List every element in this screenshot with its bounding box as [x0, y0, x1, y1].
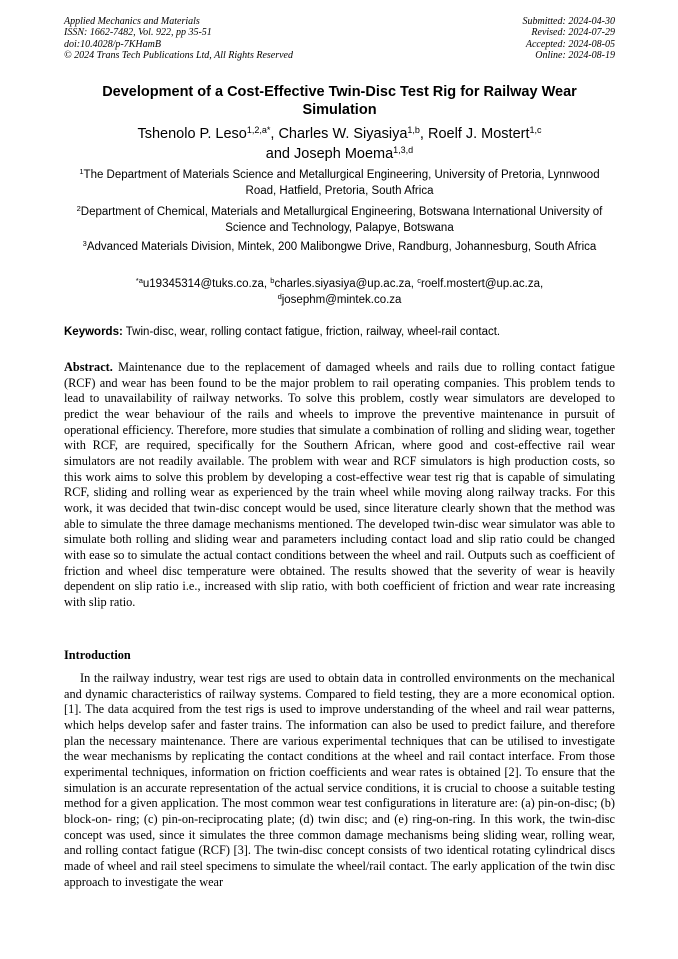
author-name: Joseph Moema — [294, 146, 394, 162]
keywords-label: Keywords: — [64, 326, 123, 338]
journal-copyright: © 2024 Trans Tech Publications Ltd, All Rights Reserved — [64, 49, 293, 61]
keywords-text: Twin-disc, wear, rolling contact fatigue, friction, railway, wheel-rail contact. — [125, 326, 501, 338]
author-name: Roelf J. Mostert — [427, 126, 530, 142]
email-marker: d — [277, 292, 282, 301]
email-link[interactable]: josephm@mintek.co.za — [281, 294, 402, 306]
email-marker: b — [270, 276, 275, 285]
email-marker: *a — [135, 276, 143, 285]
journal-name: Applied Mechanics and Materials — [64, 16, 200, 27]
author-emails: $^{*a}$u19345314@tuks.co.za, $^b$charles.siyasiya@up.ac.za, $^c$roelf.mostert@up.ac.za, $^d$josephm@mintek.co.za — [135, 276, 544, 306]
date-online: Online: 2024-08-19 — [535, 49, 615, 61]
journal-info — [64, 16, 293, 61]
email-link[interactable]: roelf.mostert@up.ac.za — [420, 278, 540, 290]
affiliation — [64, 167, 615, 199]
affiliation — [64, 204, 615, 236]
section-heading-introduction: Introduction — [64, 648, 131, 662]
author-name: Charles W. Siyasiya — [278, 126, 408, 142]
affiliation-text: Advanced Materials Division, Mintek, 200 Malibongwe Drive, Randburg, Johannesburg, South Africa — [86, 241, 597, 253]
author-affiliation-marker: 1,c — [529, 125, 542, 135]
date-accepted: Accepted: 2024-08-05 — [525, 38, 615, 50]
author-affiliation-marker: 1,3,d — [393, 145, 414, 155]
affiliation-marker: 3 — [82, 239, 87, 248]
journal-doi[interactable]: doi:10.4028/p-7KHamB — [64, 38, 161, 50]
abstract-label: Abstract. — [64, 360, 113, 374]
affiliation-marker: 2 — [76, 204, 81, 213]
publication-dates — [523, 16, 616, 61]
date-revised: Revised: 2024-07-29 — [531, 27, 615, 39]
email-link[interactable]: u19345314@tuks.co.za — [142, 278, 264, 290]
email-marker: c — [417, 276, 421, 285]
author-affiliation-marker: 1,2,a* — [246, 125, 271, 135]
author-list: Tshenolo P. Leso$^{1,2,a*}$, Charles W. Siyasiya$^{1,b}$, Roelf J. Mostert$^{1,c}$ and Joseph Moema$^{1,3,d}$ — [137, 125, 542, 162]
affiliation-marker: 1 — [79, 167, 84, 176]
introduction-paragraph: In the railway industry, wear test rigs are used to obtain data in controlled environments on the mechanical and dynamic characteristics of railway systems. Compared to field testing, they are a more economical option. [1]. The data acquired from the test rigs is used to improve understanding of the wheel and rail wear patterns, which helps develop safer and faster trains. The information can also be used to predict failure, and therefore plan the necessary maintenance. There are various experimental techniques that can be utilised to investigate the wear mechanisms by replicating the contact conditions at the wheel and rail contact interface. From those experimental techniques, information on friction coefficients and wear rates is obtained [2]. To ensure that the simulation is an accurate representation of the actual service conditions, it is crucial to choose a suitable testing method for a given application. The most common wear test configurations in literature are: (a) pin-on-disc; (b) block-on- ring; (c) pin-on-reciprocating plate; (d) twin disc; and (e) ring-on-ring. In this work, the twin-disc concept was used, since it simulates the three common damage mechanisms being sliding wear, rolling wear, and rolling contact fatigue (RCF) [3]. The twin-disc concept consists of two identical rotating cylindrical discs made of wheel and rail steel specimens to simulate the wheel/rail contact. The early application of the twin disc approach to investigate the wear — [64, 671, 615, 889]
journal-issn: ISSN: 1662-7482, Vol. 922, pp 35-51 — [64, 27, 212, 39]
abstract-text: Maintenance due to the replacement of damaged wheels and rails due to rolling contact fatigue (RCF) and wear has been found to be the major problem to rail operating companies. This problem tends to lead to unavailability of railway networks. To solve this problem, costly wear simulators are developed to predict the wear behaviour of the rails and wheels to improve the preventive maintenance in pursuit of operational efficiency. Therefore, more studies that simulate a combination of rolling and sliding wear, together with RCF, are required, specifically for the Southern African, where good and cost-effective rail wear simulators are not readily available. The problem with wear and RCF simulators is high production costs, so this work aims to solve this problem by developing a cost-effective wear test rig that is capable of simulating RCF, sliding and rolling wear as experienced by the train wheel while moving along railway tracks. For this work, it was decided that twin-disc concept would be used, since literature clearly shown that the method was able to simulate the three damage mechanisms mentioned. The developed twin-disc wear simulator was able to simulate both rolling and sliding wear and parameters including contact load and slip ratio could be changed with ease so to simulate the actual contact conditions between the wheel and rail. Outputs such as coefficient of friction and wheel disc temperature were obtained. The results showed that the severity of wear is heavily dependent on slip ratio i.e., increased with slip ratio, with both coefficient of friction and wear rate increasing with slip ratio. — [64, 360, 616, 609]
abstract — [64, 360, 615, 611]
affiliation-text: Department of Chemical, Materials and Metallurgical Engineering, Botswana International University of Science and Technology, Palapye, Botswana — [80, 206, 603, 234]
affiliation — [64, 239, 615, 255]
date-submitted: Submitted: 2024-04-30 — [522, 16, 615, 27]
affiliation-text: The Department of Materials Science and Metallurgical Engineering, University of Pretoria, Lynnwood Road, Hatfield, Pretoria, South Africa — [83, 169, 600, 197]
paper-title: Development of a Cost-Effective Twin-Disc Test Rig for Railway Wear Simulation — [102, 84, 577, 118]
email-link[interactable]: charles.siyasiya@up.ac.za — [274, 278, 411, 290]
author-affiliation-marker: 1,b — [407, 125, 420, 135]
author-name: Tshenolo P. Leso — [137, 126, 247, 142]
keywords — [64, 324, 615, 340]
